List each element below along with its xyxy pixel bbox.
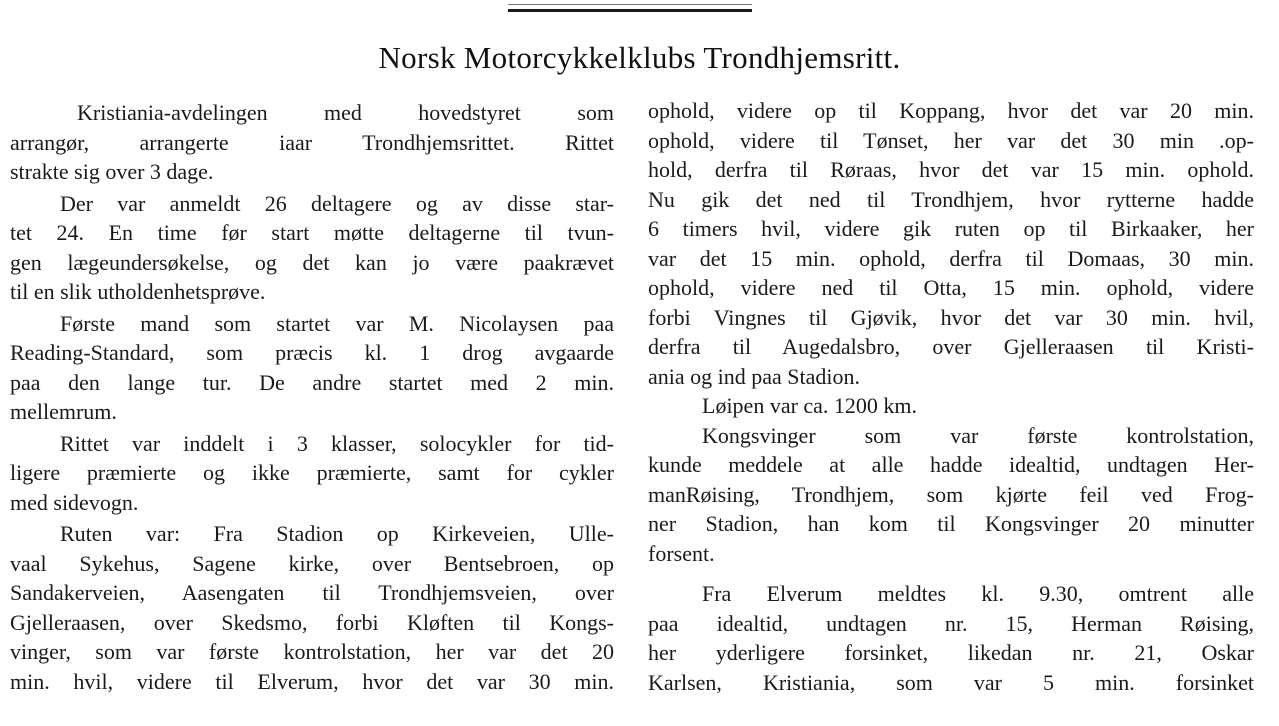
text-line: Karlsen, Kristiania, som var 5 min. forsinket xyxy=(648,669,1254,695)
article-title: Norsk Motorcykkelklubs Trondhjemsritt. xyxy=(378,40,901,75)
left-column xyxy=(10,98,614,696)
text-line: kunde meddele at alle hadde idealtid, undtagen Her- xyxy=(648,452,1254,477)
text-line: med sidevogn. xyxy=(10,489,139,515)
text-line: 6 timers hvil, videre gik ruten op til Birkaaker, her xyxy=(648,216,1254,241)
text-line: var det 15 min. ophold, derfra til Domaas, 30 min. xyxy=(648,245,1254,271)
text-line: ligere præmierte og ikke præmierte, samt for cykler xyxy=(10,460,614,485)
text-line: Kristiania-avdelingen med hovedstyret som xyxy=(77,100,614,125)
top-rule-thick-line xyxy=(508,9,752,12)
text-line: forbi Vingnes til Gjøvik, hvor det var 30 min. hvil, xyxy=(648,304,1254,330)
text-line: min. hvil, videre til Elverum, hvor det var 30 min. xyxy=(10,668,614,694)
top-rule-thin-line xyxy=(508,4,752,5)
text-line: Løipen var ca. 1200 km. xyxy=(702,393,918,418)
text-line: Fra Elverum meldtes kl. 9.30, omtrent alle xyxy=(702,581,1254,606)
text-line: Reading-Standard, som præcis kl. 1 drog avgaarde xyxy=(10,340,614,365)
text-line: Kongsvinger som var første kontrolstation, xyxy=(702,422,1254,448)
text-line: Gjelleraasen, over Skedsmo, forbi Kløften til Kongs- xyxy=(10,609,614,635)
text-line: arrangør, arrangerte iaar Trondhjemsrittet. Rittet xyxy=(10,129,614,155)
text-line: Første mand som startet var M. Nicolaysen paa xyxy=(60,310,614,336)
text-line: her yderligere forsinket, likedan nr. 21, Oskar xyxy=(648,640,1254,665)
text-line: Der var anmeldt 26 deltagere og av disse star- xyxy=(60,190,614,216)
text-line: Ruten var: Fra Stadion op Kirkeveien, Ulle- xyxy=(60,521,614,546)
text-line: ner Stadion, han kom til Kongsvinger 20 minutter xyxy=(648,511,1254,536)
text-line: forsent. xyxy=(648,540,715,566)
text-line: manRøising, Trondhjem, som kjørte feil ved Frog- xyxy=(648,481,1254,507)
text-line: tet 24. En time før start møtte deltagerne til tvun- xyxy=(10,220,614,245)
text-line: strakte sig over 3 dage. xyxy=(10,159,214,184)
text-line: ophold, videre op til Koppang, hvor det var 20 min. xyxy=(648,98,1254,123)
text-line: paa den lange tur. De andre startet med 2 min. xyxy=(10,369,614,395)
text-line: paa idealtid, undtagen nr. 15, Herman Røising, xyxy=(648,610,1254,636)
text-line: til en slik utholdenhetsprøve. xyxy=(10,279,266,304)
text-line: Sandakerveien, Aasengaten til Trondhjemsveien, over xyxy=(10,580,614,605)
text-line: vaal Sykehus, Sagene kirke, over Bentsebroen, op xyxy=(10,550,614,576)
text-line: ophold, videre ned til Otta, 15 min. ophold, videre xyxy=(648,275,1254,300)
text-line: Rittet var inddelt i 3 klasser, solocykler for tid- xyxy=(60,430,614,456)
text-line: gen lægeundersøkelse, og det kan jo være paakrævet xyxy=(10,249,614,275)
text-line: vinger, som var første kontrolstation, her var det 20 xyxy=(10,639,614,664)
text-line: mellemrum. xyxy=(10,399,117,424)
text-line: Nu gik det ned til Trondhjem, hvor rytterne hadde xyxy=(648,186,1254,212)
text-line: ophold, videre til Tønset, her var det 30 min .op- xyxy=(648,127,1254,153)
top-decorative-rule xyxy=(508,4,752,13)
right-column xyxy=(648,96,1254,697)
text-line: hold, derfra til Røraas, hvor det var 15 min. ophold. xyxy=(648,157,1254,182)
text-line: ania og ind paa Stadion. xyxy=(648,363,861,389)
text-line: derfra til Augedalsbro, over Gjelleraasen til Kristi- xyxy=(648,334,1254,359)
